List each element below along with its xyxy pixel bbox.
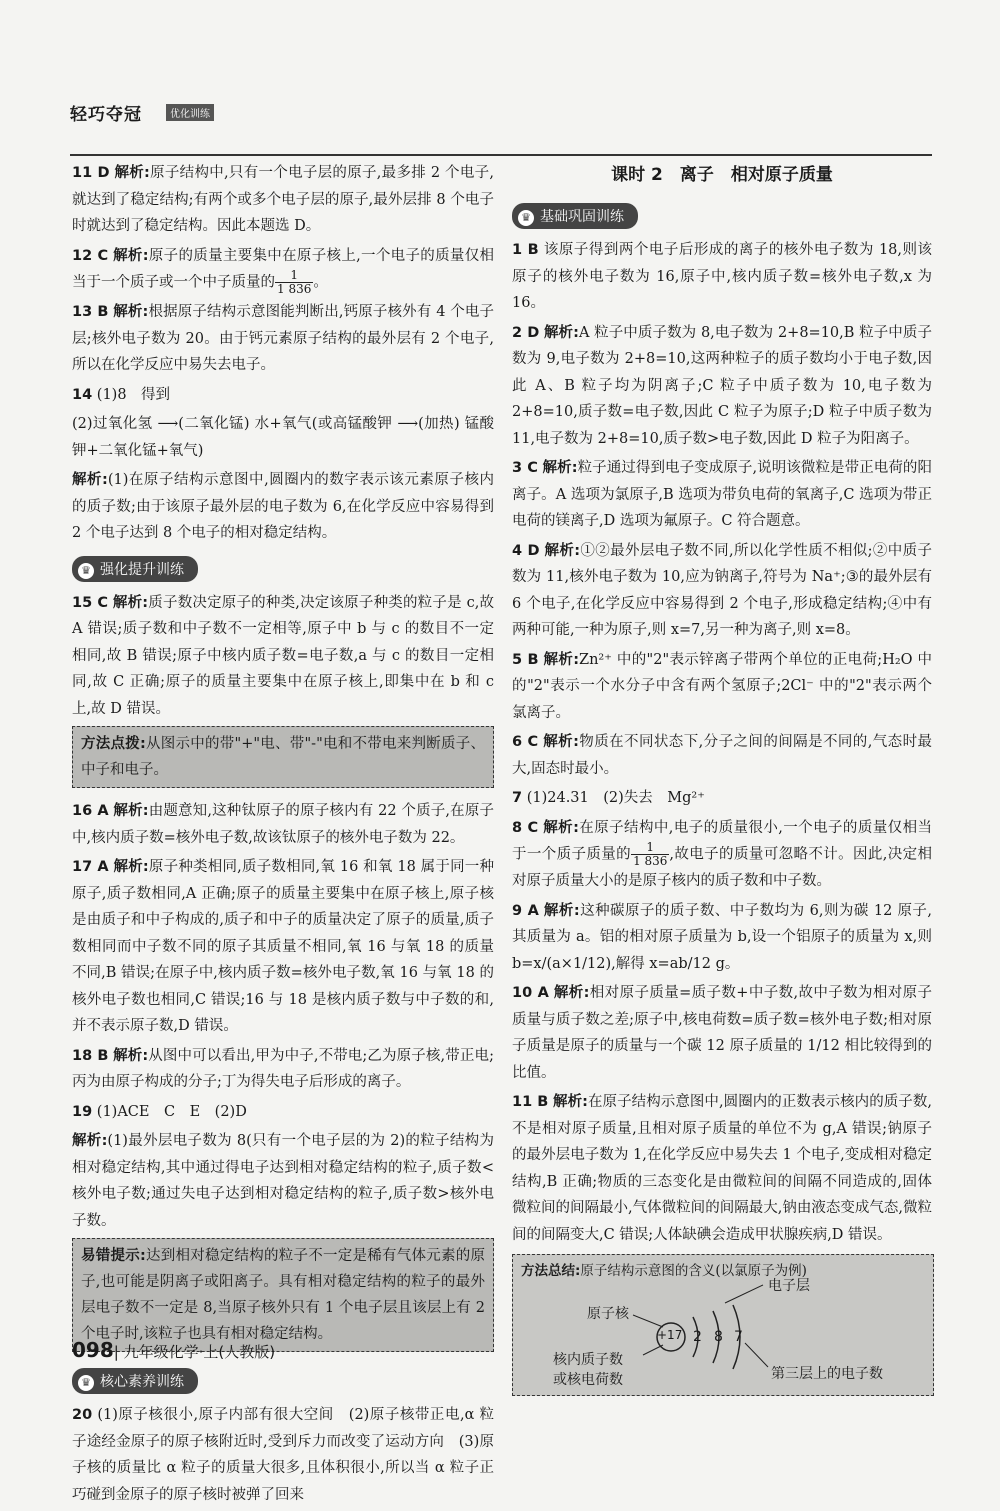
answer-item bbox=[512, 785, 932, 812]
analysis-label: 解析: bbox=[113, 304, 149, 320]
answer-number: 5 B bbox=[512, 651, 539, 668]
answer-number: 11 B bbox=[512, 1094, 549, 1110]
analysis-label: 解析: bbox=[113, 1047, 149, 1064]
answer-text: 相对原子质量=质子数+中子数,故中子数为相对原子质量与质子数之差;原子中,核电荷数=质子数=核外电子数;相对原子质量是原子的质量与一个碳 12 原子质量的 1/12 相比较得到的比值。 bbox=[512, 985, 933, 1081]
answer-text: Zn²⁺ 中的"2"表示锌离子带两个单位的正电荷;H₂O 中的"2"表示一个水分子中含有两个氢原子;2Cl⁻ 中的"2"表示两个氯离子。 bbox=[512, 651, 932, 721]
lesson-title: 课时 2 离子 相对原子质量 bbox=[611, 165, 833, 185]
header-rule bbox=[70, 154, 932, 156]
crown-icon: ♛ bbox=[78, 563, 94, 579]
analysis-label: 解析: bbox=[543, 734, 579, 750]
page-footer: 098| 九年级化学·上(人教版) bbox=[72, 1338, 276, 1362]
answer-text: 粒子通过得到电子变成原子,说明该微粒是带正电荷的阳离子。A 选项为氯原子,B 选项为带负电荷的氧离子,C 选项为带正电荷的镁离子,D 选项为氟原子。C 符合题意。 bbox=[512, 460, 932, 529]
answer-text: 物质在不同状态下,分子之间的间隔是不同的,气态时最大,固态时最小。 bbox=[512, 734, 933, 777]
answer-item bbox=[72, 299, 494, 379]
analysis-label: 解析: bbox=[114, 165, 150, 181]
nucleus-charge: +17 bbox=[657, 1328, 683, 1342]
label-protons: 核内质子数 bbox=[553, 1352, 623, 1368]
answer-number: 3 C bbox=[512, 460, 538, 476]
label-nucleus: 原子核 bbox=[587, 1306, 629, 1322]
fraction: $\frac{1}{1 836}$ bbox=[277, 268, 312, 296]
answer-text: (1)ACE C E (2)D bbox=[96, 1103, 247, 1120]
answer-item bbox=[512, 647, 932, 727]
answer-number: 19 bbox=[72, 1103, 93, 1120]
answer-item bbox=[512, 729, 932, 782]
answer-text: 在原子结构中,电子的质量很小,一个电子的质量仅相当于一个质子质量的 bbox=[512, 819, 933, 863]
answer-number: 6 C bbox=[512, 734, 539, 750]
answer-text: (1)24.31 (2)失去 Mg²⁺ bbox=[526, 790, 705, 806]
answer-number: 20 bbox=[72, 1407, 93, 1423]
analysis-label: 解析: bbox=[72, 472, 108, 488]
page-number: 098 bbox=[72, 1338, 114, 1362]
analysis-label: 解析: bbox=[543, 902, 580, 919]
answer-number: 10 A bbox=[512, 985, 549, 1001]
label-third-shell: 第三层上的电子数 bbox=[771, 1366, 883, 1382]
answer-number: 4 D bbox=[512, 542, 540, 559]
label-charge: 或核电荷数 bbox=[553, 1372, 623, 1388]
answer-item bbox=[72, 382, 494, 409]
answer-text: ①②最外层电子数不同,所以化学性质不相似;②中质子数为 11,核外电子数为 10,应为钠离子,符号为 Na⁺;③的最外层有 6 个电子,在化学反应中容易得到 2 个电子,形成稳定结构;④中有两种可能,一种为原子,则 x=7,另一种为离子,则 x=8。 bbox=[512, 542, 932, 638]
answer-text: (1)在原子结构示意图中,圆圈内的数字表示该元素原子核内的质子数;由于该原子最外层的电子数为 6,在化学反应中容易得到 2 个电子达到 8 个电子的相对稳定结构。 bbox=[72, 472, 494, 541]
answer-number: 13 B bbox=[72, 304, 109, 320]
answer-text: (1)原子核很小,原子内部有很大空间 (2)原子核带正电,α 粒子途经金原子的原子核附近时,受到斥力而改变了运动方向 (3)原子核的质量比 α 粒子的质量大很多,且体积很小,所以当 α 粒子正巧碰到金原子的原子核时被弹了回来 bbox=[72, 1407, 495, 1503]
analysis-label: 解析: bbox=[113, 247, 149, 264]
answer-item bbox=[72, 854, 494, 1040]
answer-number: 18 B bbox=[72, 1047, 109, 1064]
answer-text: 原子的质量主要集中在原子核上,一个电子的质量仅相当于一个质子或一个中子质量的 bbox=[72, 247, 495, 291]
answer-text: 该原子得到两个电子后形成的离子的核外电子数为 18,则该原子的核外电子数为 16,原子中,核内质子数=核外电子数,x 为 16。 bbox=[512, 242, 933, 311]
analysis-label: 解析: bbox=[72, 1133, 108, 1149]
answer-item: 12 C 解析:原子的质量主要集中在原子核上,一个电子的质量仅相当于一个质子或一个中子质量的 $\frac{1}{1 836}$ 。 bbox=[72, 247, 495, 296]
analysis-label: 解析: bbox=[543, 651, 580, 668]
analysis-label: 解析: bbox=[553, 985, 590, 1001]
answer-text: 原子结构中,只有一个电子层的原子,最多排 2 个电子,就达到了稳定结构;有两个或多个电子层的原子,最外层排 8 个电子时就达到了稳定结构。因此本题选 D。 bbox=[72, 165, 494, 234]
answer-item bbox=[72, 1402, 494, 1508]
error-tip: 易错提示:达到相对稳定结构的粒子不一定是稀有气体元素的原子,也可能是阴离子或阳离子。具有相对稳定结构的粒子的最外层电子数不一定是 8,当原子核外只有 1 个电子层且该层上有 2 个电子时,该粒子也具有相对稳定结构。 bbox=[72, 1238, 494, 1352]
answer-number: 11 D bbox=[72, 165, 110, 181]
analysis-label: 解析: bbox=[542, 460, 578, 476]
answer-item bbox=[72, 1043, 494, 1096]
answer-number: 9 A bbox=[512, 902, 539, 919]
answer-text: 在原子结构示意图中,圆圈内的正数表示核内的质子数,不是相对原子质量,且相对原子质量的单位不为 g,A 错误;钠原子的最外层电子数为 1,在化学反应中易失去 1 个电子,变成相对稳定结构,B 正确;物质的三态变化是由微粒间的间隔不同造成的,固体微粒间的间隔最小,气体微粒间的间隔最大,钠由液态变成气态,微粒间的间隔变大,C 错误;人体缺碘会造成甲状腺疾病,D 错误。 bbox=[512, 1094, 933, 1243]
answer-text: (1)8 得到 bbox=[96, 386, 171, 403]
answer-item bbox=[72, 798, 494, 851]
answer-number: 14 bbox=[72, 386, 93, 403]
answer-number: 7 bbox=[512, 790, 523, 806]
answer-text: 质子数决定原子的种类,决定该原子种类的粒子是 c,故 A 错误;质子数和中子数不一定相等,原子中 b 与 c 的数目不一定相同,故 B 错误;原子中核内质子数=电子数,a 与 c 的数目一定相同,故 C 正确;原子的质量主要集中在原子核上,即集中在 b 和 c 上,故 D 错误。 bbox=[72, 594, 494, 717]
answer-number: 2 D bbox=[512, 324, 540, 341]
section-banner-basic: ♛ 基础巩固训练 bbox=[512, 203, 638, 229]
shell2-count: 8 bbox=[714, 1329, 723, 1345]
analysis-label: 解析: bbox=[553, 1094, 588, 1110]
left-column bbox=[72, 160, 494, 1511]
analysis-label: 解析: bbox=[113, 803, 149, 819]
answer-item bbox=[72, 1099, 494, 1126]
section-banner-strengthen: ♛ 强化提升训练 bbox=[72, 556, 198, 582]
answer-item bbox=[72, 160, 494, 240]
fraction: $\frac{1}{1 836}$ bbox=[633, 840, 668, 868]
book-title: 九年级化学·上(人教版) bbox=[123, 1343, 276, 1361]
answer-text: 从图中可以看出,甲为中子,不带电;乙为原子核,带正电;丙为由原子构成的分子;丁为得失电子后形成的离子。 bbox=[72, 1047, 494, 1090]
answer-text: 由题意知,这种钛原子的原子核内有 22 个质子,在原子中,核内质子数=核外电子数,故该钛原子的核外电子数为 22。 bbox=[72, 803, 494, 846]
method-tip: 方法点拨:从图示中的带"+"电、带"-"电和不带电来判断质子、中子和电子。 bbox=[72, 726, 494, 788]
answer-number: 1 B bbox=[512, 242, 539, 258]
crown-icon: ♛ bbox=[78, 1375, 94, 1391]
right-column bbox=[512, 160, 932, 1396]
analysis-label: 解析: bbox=[112, 594, 149, 611]
answer-item bbox=[512, 980, 932, 1086]
answer-number: 17 A bbox=[72, 859, 109, 875]
answer-item bbox=[72, 590, 494, 723]
answer-number: 12 C bbox=[72, 247, 109, 264]
answer-item bbox=[512, 237, 932, 317]
brand-subtitle: 优化训练 bbox=[166, 104, 214, 121]
answer-number: 8 C bbox=[512, 819, 539, 836]
answer-number: 15 C bbox=[72, 594, 109, 611]
brand-logo: 轻巧夺冠 bbox=[70, 105, 142, 125]
section-banner-core: ♛ 核心素养训练 bbox=[72, 1368, 198, 1394]
answer-item bbox=[72, 467, 494, 547]
label-electron-layer: 电子层 bbox=[768, 1278, 810, 1294]
crown-icon: ♛ bbox=[518, 210, 534, 226]
answer-number: 16 A bbox=[72, 803, 109, 819]
atom-structure-diagram: 方法总结:原子结构示意图的含义(以氯原子为例) +17 2 8 7 电子层 原子核 核内质子数 或核电荷数 第三层上的电子数 bbox=[512, 1254, 934, 1396]
answer-text: 原子种类相同,质子数相同,氧 16 和氧 18 属于同一种原子,质子数相同,A 正确;原子的质量主要集中在原子核上,原子核是由质子和中子构成的,质子和中子的质量决定了原子的质量,质子数相同而中子数不同的原子其质量不相同,氧 16 与氧 18 的质量不同,B 错误;在原子中,核内质子数=核外电子数,氧 16 与氧 18 的核外电子数也相同,C 错误;16 与 18 是核内质子数与中子数的和,并不表示原子数,D 错误。 bbox=[72, 859, 494, 1034]
answer-item bbox=[72, 1128, 494, 1234]
answer-item: 8 C 解析:在原子结构中,电子的质量很小,一个电子的质量仅相当于一个质子质量的 $\frac{1}{1 836}$ ,故电子的质量可忽略不计。因此,决定相对原子质量大小的是原子核内的质子数和中子数。 bbox=[512, 819, 933, 889]
answer-text: (1)最外层电子数为 8(只有一个电子层的为 2)的粒子结构为相对稳定结构,其中通过得电子达到相对稳定结构的粒子,质子数<核外电子数;通过失电子达到相对稳定结构的粒子,质子数>核外电子数。 bbox=[72, 1133, 494, 1229]
answer-text: (2)过氧化氢 ⟶(二氧化锰) 水+氧气(或高锰酸钾 ⟶(加热) 锰酸钾+二氧化锰+氧气) bbox=[72, 416, 494, 459]
answer-item bbox=[72, 411, 494, 464]
analysis-label: 解析: bbox=[544, 542, 581, 559]
answer-text: 这种碳原子的质子数、中子数均为 6,则为碳 12 原子,其质量为 a。铝的相对原子质量为 b,设一个铝原子的质量为 x,则 b=x/(a×1/12),解得 x=ab/12 g。 bbox=[512, 902, 932, 972]
answer-item bbox=[512, 898, 932, 978]
answer-item bbox=[512, 1089, 932, 1248]
analysis-label: 解析: bbox=[543, 324, 579, 341]
shell3-count: 7 bbox=[734, 1329, 743, 1345]
analysis-label: 解析: bbox=[543, 819, 579, 836]
answer-text: 根据原子结构示意图能判断出,钙原子核外有 4 个电子层;核外电子数为 20。由于钙元素原子结构的最外层有 2 个电子,所以在化学反应中易失去电子。 bbox=[72, 304, 494, 373]
answer-item bbox=[512, 320, 932, 453]
page-header bbox=[70, 98, 932, 154]
answer-item bbox=[512, 538, 932, 644]
analysis-label: 解析: bbox=[113, 859, 149, 875]
shell1-count: 2 bbox=[693, 1329, 702, 1345]
answer-text: A 粒子中质子数为 8,电子数为 2+8=10,B 粒子中质子数为 9,电子数为 2+8=10,这两种粒子的质子数均小于电子数,因此 A、B 粒子均为阴离子;C 粒子中质子数为 10,电子数为 2+8=10,质子数=电子数,因此 C 粒子为原子;D 粒子中质子数为 11,电子数为 2+8=10,质子数>电子数,因此 D 粒子为阳离子。 bbox=[512, 324, 932, 447]
answer-item bbox=[512, 455, 932, 535]
